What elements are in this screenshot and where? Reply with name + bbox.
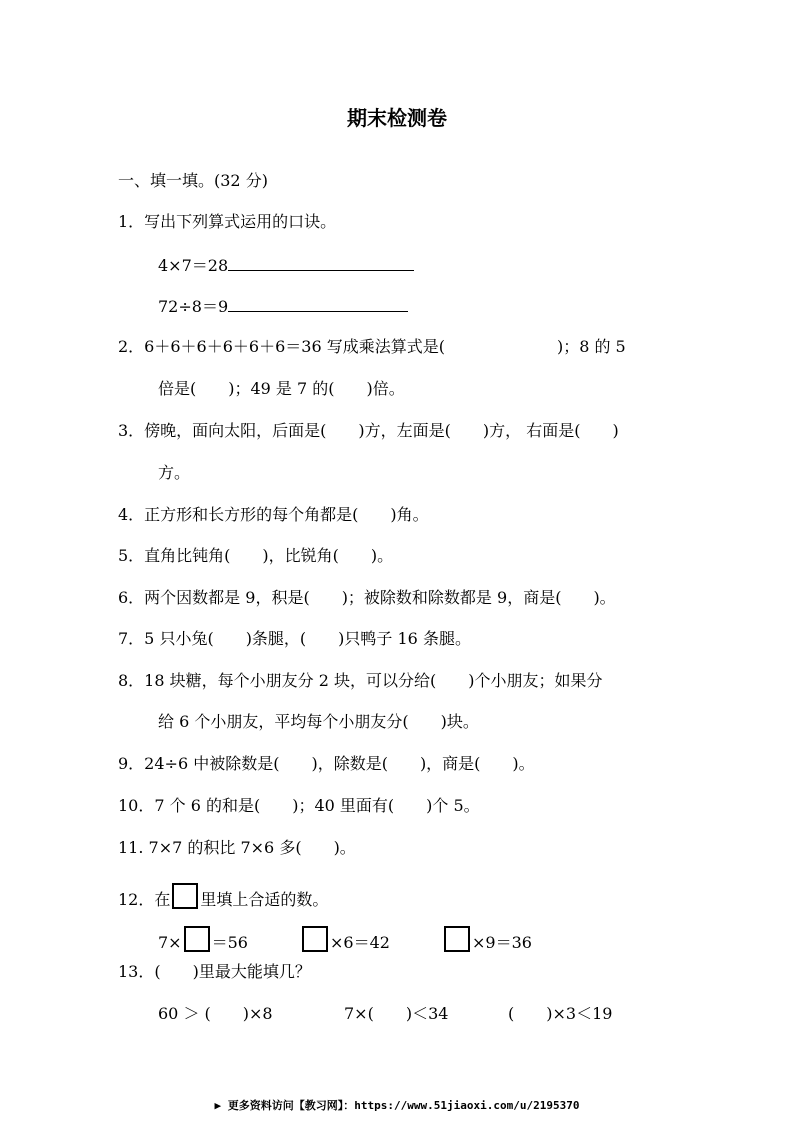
question-1-line-b [158,297,408,315]
q12-text-pre: 12．在 [118,890,171,909]
question-1-stem: 1．写出下列算式运用的口诀。 [118,212,337,231]
question-11: 11. 7×7 的积比 7×6 多( )。 [118,838,356,857]
question-2-line-1 [118,339,626,355]
answer-box[interactable] [302,926,328,952]
question-4: 4．正方形和长方形的每个角都是( )角。 [118,505,429,524]
answer-box[interactable] [444,926,470,952]
question-13-expr-1: 60 ＞ ( )×8 [158,1004,273,1023]
q12-expr-1a: 7× [158,933,182,952]
q2-text-b: )；8 的 5 [556,337,626,356]
question-12-expr-2 [300,926,390,952]
q1-expression-a: 4×7＝28 [158,256,229,275]
section-heading: 一、填一填。(32 分) [118,171,268,190]
question-12-expr-3 [442,926,532,952]
answer-box[interactable] [172,883,198,909]
page-title: 期末检测卷 [347,106,447,130]
question-10: 10．7 个 6 的和是( )；40 里面有( )个 5。 [118,796,480,815]
question-6: 6．两个因数都是 9，积是( )；被除数和除数都是 9，商是( )。 [118,588,616,607]
q12-expr-2: ×6＝42 [330,933,390,952]
answer-line[interactable] [228,256,414,271]
question-2-line-2: 倍是( )；49 是 7 的( )倍。 [158,379,405,398]
question-1-line-a [158,256,414,274]
question-12-stem [118,883,328,909]
q12-expr-1b: ＝56 [211,933,248,952]
question-12-expr-1 [158,926,248,952]
question-13-expr-2: 7×( )＜34 [344,1004,449,1023]
answer-box[interactable] [184,926,210,952]
q1-expression-b: 72÷8＝9 [158,297,229,316]
question-8-line-1: 8．18 块糖，每个小朋友分 2 块，可以分给( )个小朋友；如果分 [118,671,603,690]
question-9: 9．24÷6 中被除数是( )，除数是( )，商是( )。 [118,754,535,773]
question-3-line-1: 3．傍晚，面向太阳，后面是( )方，左面是( )方， 右面是( ) [118,421,619,440]
q2-text-a: 2．6＋6＋6＋6＋6＋6＝36 写成乘法算式是( [118,337,445,356]
question-8-line-2: 给 6 个小朋友，平均每个小朋友分( )块。 [158,712,479,731]
question-13-stem: 13．( )里最大能填几？ [118,962,311,981]
question-3-line-2: 方。 [158,463,191,482]
question-7: 7．5 只小兔( )条腿，( )只鸭子 16 条腿。 [118,629,471,648]
footer-link[interactable]: ▶ 更多资料访问【教习网】：https://www.51jiaoxi.com/u/2195370 [214,1099,580,1112]
question-5: 5．直角比钝角( )，比锐角( )。 [118,546,394,565]
question-13-expr-3: ( )×3＜19 [508,1004,613,1023]
q12-text-post: 里填上合适的数。 [200,890,329,909]
answer-line[interactable] [228,297,408,312]
q12-expr-3: ×9＝36 [472,933,532,952]
